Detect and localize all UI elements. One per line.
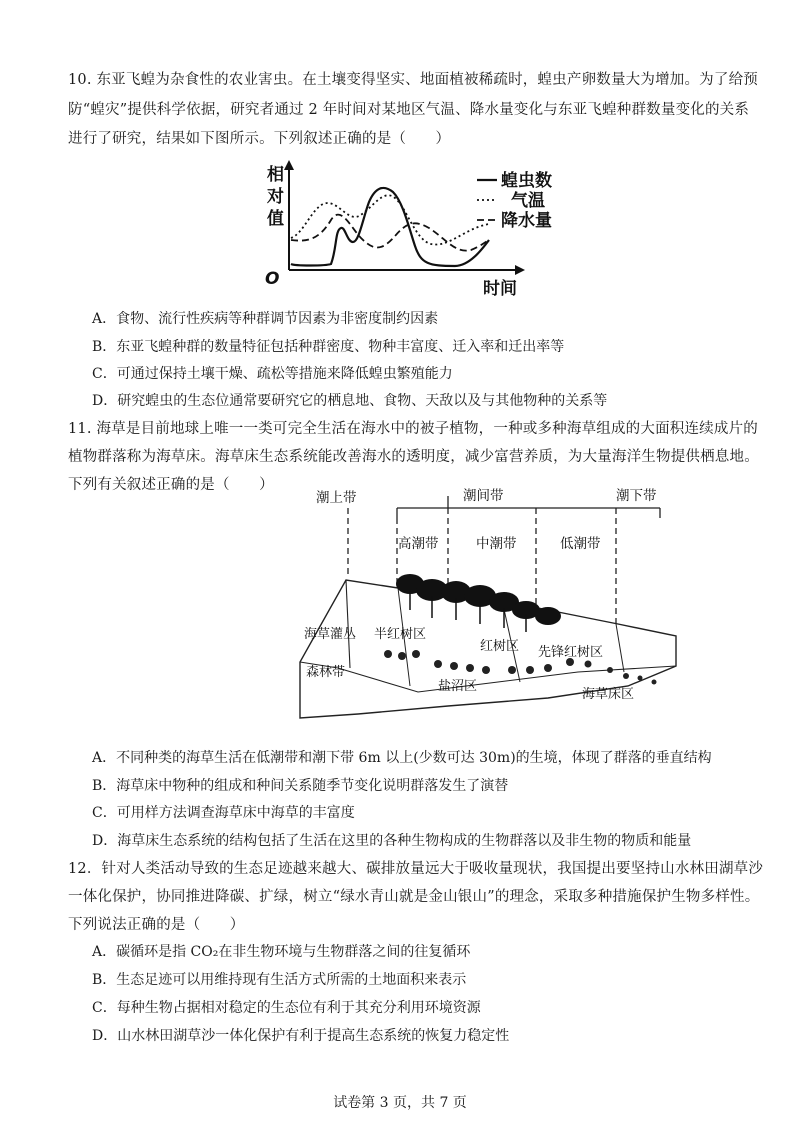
- q11-stem-line-1: 11. 海草是目前地球上唯一一类可完全生活在海水中的被子植物，一种或多种海草组成的大面积连续成片的: [68, 421, 758, 437]
- q10-stem-line-1: 10. 东亚飞蝗为杂食性的农业害虫。在土壤变得坚实、地面植被稀疏时，蝗虫产卵数量大为增加。为了给预: [68, 72, 758, 88]
- q10-line-chart: [255, 158, 575, 300]
- legend-label-precipitation: 降水量: [501, 211, 552, 231]
- sub-label-high-tide: 高潮带: [398, 536, 439, 552]
- area-label-semi-mangrove: 半红树区: [374, 627, 427, 642]
- q12-option-b: B．生态足迹可以用维持现有生活方式所需的土地面积来表示: [92, 972, 467, 988]
- y-axis-arrow: [284, 160, 294, 170]
- q10-option-d: D．研究蝗虫的生态位通常要研究它的栖息地、食物、天敌以及与其他物种的关系等: [92, 393, 608, 409]
- sub-label-mid-tide: 中潮带: [476, 536, 517, 552]
- zone-label-subtidal: 潮下带: [616, 488, 657, 504]
- area-label-mangrove: 红树区: [480, 639, 520, 654]
- ylabel-char: 相: [267, 165, 284, 185]
- q11-option-a: A．不同种类的海草生活在低潮带和潮下带 6m 以上(少数可达 30m)的生境，体现了群落的垂直结构: [92, 750, 712, 766]
- q12-option-a: A．碳循环是指 CO₂在非生物环境与生物群落之间的往复循环: [92, 944, 471, 960]
- q10-stem-line-2: 防“蝗灾”提供科学依据，研究者通过 2 年时间对某地区气温、降水量变化与东亚飞蝗种群数量变化的关系: [68, 102, 750, 118]
- q11-option-d: D．海草床生态系统的结构包括了生活在这里的各种生物构成的生物群落以及非生物的物质和能量: [92, 833, 692, 849]
- x-axis-arrow: [515, 265, 525, 275]
- series-temperature: [291, 195, 489, 244]
- q11-seagrass-zone-diagram: [298, 486, 678, 722]
- q11-stem-line-3: 下列有关叙述正确的是（ ）: [68, 477, 274, 493]
- q11-stem-line-2: 植物群落称为海草床。海草床生态系统能改善海水的透明度，减少富营养质，为大量海洋生物提供栖息地。: [68, 449, 759, 465]
- legend-label-locust: 蝗虫数: [501, 171, 552, 191]
- q12-option-c: C．每种生物占据相对稳定的生态位有利于其充分利用环境资源: [92, 1000, 481, 1016]
- q11-option-b: B．海草床中物种的组成和种间关系随季节变化说明群落发生了演替: [92, 778, 509, 794]
- legend-label-temperature: 气温: [511, 191, 545, 211]
- q12-stem-line-2: 一体化保护，协同推进降碳、扩绿，树立“绿水青山就是金山银山”的理念，采取多种措施保护生物多样性。: [68, 889, 760, 905]
- q10-stem-line-3: 进行了研究，结果如下图所示。下列叙述正确的是（ ）: [68, 131, 451, 147]
- area-label-salt-marsh: 盐沼区: [438, 679, 478, 694]
- area-label-seagrass-shrub: 海草灌丛: [304, 627, 357, 642]
- area-label-seagrass-bed: 海草床区: [582, 687, 635, 702]
- q10-option-b: B．东亚飞蝗种群的数量特征包括种群密度、物种丰富度、迁入率和迁出率等: [92, 339, 565, 355]
- sub-label-low-tide: 低潮带: [560, 536, 601, 552]
- page-footer: 试卷第 3 页，共 7 页: [333, 1095, 467, 1111]
- ylabel-char: 对: [267, 187, 284, 207]
- area-label-forest-belt: 森林带: [306, 665, 346, 680]
- q11-option-c: C．可用样方法调查海草床中海草的丰富度: [92, 805, 355, 821]
- q12-stem-line-1: 12．针对人类活动导致的生态足迹越来越大、碳排放量远大于吸收量现状，我国提出要坚持山水林田湖草沙: [68, 861, 764, 877]
- xlabel: 时间: [483, 279, 517, 299]
- zone-label-supratidal: 潮上带: [316, 490, 357, 506]
- ylabel-char: 值: [267, 209, 284, 229]
- area-label-pioneer-mangrove: 先锋红树区: [538, 645, 604, 660]
- q10-option-a: A．食物、流行性疾病等种群调节因素为非密度制约因素: [92, 311, 439, 327]
- zone-label-intertidal: 潮间带: [463, 488, 504, 504]
- q10-option-c: C．可通过保持土壤干燥、疏松等措施来降低蝗虫繁殖能力: [92, 366, 453, 382]
- series-precipitation: [291, 215, 489, 251]
- q12-option-d: D．山水林田湖草沙一体化保护有利于提高生态系统的恢复力稳定性: [92, 1028, 510, 1044]
- origin-label: O: [265, 269, 280, 289]
- q12-stem-line-3: 下列说法正确的是（ ）: [68, 917, 245, 933]
- series-locust-count: [291, 188, 489, 266]
